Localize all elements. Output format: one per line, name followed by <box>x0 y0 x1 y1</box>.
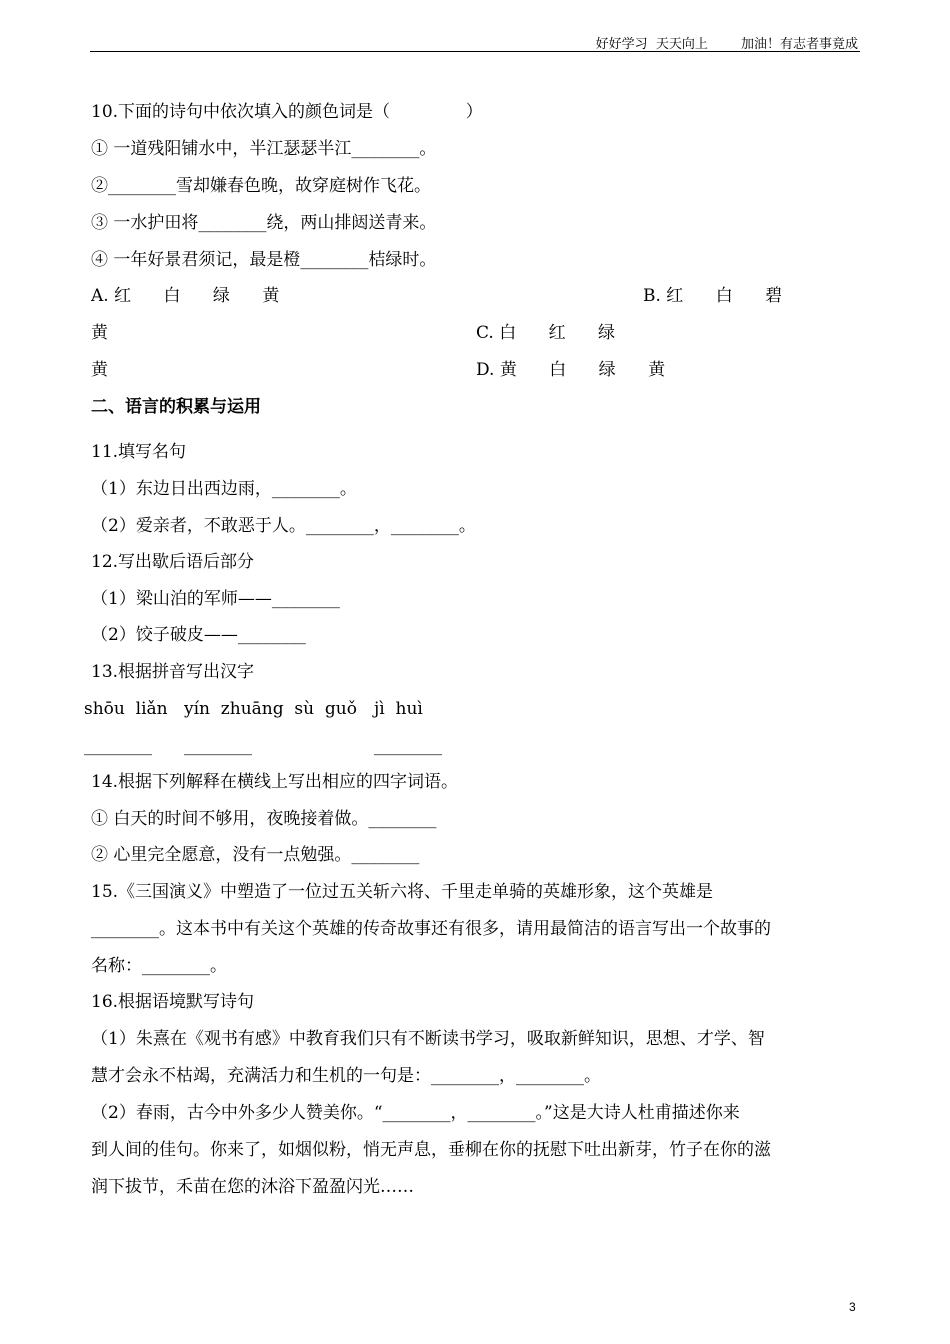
q10-sentence-1: ① 一道残阳铺水中，半江瑟瑟半江________。 <box>91 139 437 159</box>
q12-stem: 12.写出歇后语后部分 <box>91 552 255 572</box>
q12-part-2: （2）饺子破皮——________ <box>91 625 306 645</box>
q15-line-1: 15.《三国演义》中塑造了一位过五关斩六将、千里走单骑的英雄形象，这个英雄是 <box>91 882 714 902</box>
q10-option-d: D. 黄 白 绿 黄 <box>476 360 666 380</box>
q10-sentence-4: ④ 一年好景君须记，最是橙________桔绿时。 <box>91 250 437 270</box>
q14-stem: 14.根据下列解释在横线上写出相应的四字词语。 <box>91 772 459 792</box>
header-motto: 好好学习 天天向上 加油！有志者事竟成 <box>595 37 858 52</box>
q10-option-c-wrap: 黄 <box>91 360 108 380</box>
q13-blank-1: ________ <box>84 736 152 756</box>
q10-option-a: A. 红 白 绿 黄 <box>91 286 280 306</box>
q12-part-1: （1）梁山泊的军师——________ <box>91 589 340 609</box>
q10-stem: 10.下面的诗句中依次填入的颜色词是（ ） <box>91 102 483 122</box>
q11-part-1: （1）东边日出西边雨，________。 <box>91 479 357 499</box>
q13-pinyin-1: shōu liǎn <box>84 699 168 719</box>
q10-option-b: B. 红 白 碧 <box>643 286 783 306</box>
q14-part-2: ② 心里完全愿意，没有一点勉强。________ <box>91 845 420 865</box>
q10-option-b-wrap: 黄 <box>91 323 108 343</box>
q10-sentence-2: ②________雪却嫌春色晚，故穿庭树作飞花。 <box>91 176 431 196</box>
q10-option-c: C. 白 红 绿 <box>476 323 616 343</box>
q16-stem: 16.根据语境默写诗句 <box>91 992 255 1012</box>
q11-part-2: （2）爱亲者，不敢恶于人。________，________。 <box>91 516 476 536</box>
q13-pinyin-3: jì huì <box>374 699 423 719</box>
q15-line-2: ________。这本书中有关这个英雄的传奇故事还有很多，请用最简洁的语言写出一个故事的 <box>91 919 771 939</box>
q13-blank-3: ________ <box>374 736 442 756</box>
page-number: 3 <box>849 1300 856 1314</box>
q16-part-1-line-2: 慧才会永不枯竭，充满活力和生机的一句是：________，________。 <box>91 1066 601 1086</box>
q15-line-3: 名称：________。 <box>91 956 227 976</box>
q13-stem: 13.根据拼音写出汉字 <box>91 662 255 682</box>
q10-sentence-3: ③ 一水护田将________绕，两山排闼送青来。 <box>91 213 437 233</box>
q13-pinyin-2: yín zhuāng sù guǒ <box>184 699 357 719</box>
q13-blank-2: ________ <box>184 736 252 756</box>
q16-part-2-line-3: 润下拔节，禾苗在您的沐浴下盈盈闪光…… <box>91 1177 414 1197</box>
page-header <box>90 0 860 52</box>
q16-part-2-line-1: （2）春雨，古今中外多少人赞美你。“________，________。”这是大诗人杜甫描述你来 <box>91 1103 740 1123</box>
q14-part-1: ① 白天的时间不够用，夜晚接着做。________ <box>91 809 437 829</box>
q16-part-1-line-1: （1）朱熹在《观书有感》中教育我们只有不断读书学习，吸取新鲜知识，思想、才学、智 <box>91 1029 765 1049</box>
q16-part-2-line-2: 到人间的佳句。你来了，如烟似粉，悄无声息，垂柳在你的抚慰下吐出新芽，竹子在你的滋 <box>91 1140 771 1160</box>
section-2-title: 二、语言的积累与运用 <box>91 397 261 417</box>
q11-stem: 11.填写名句 <box>91 442 187 462</box>
